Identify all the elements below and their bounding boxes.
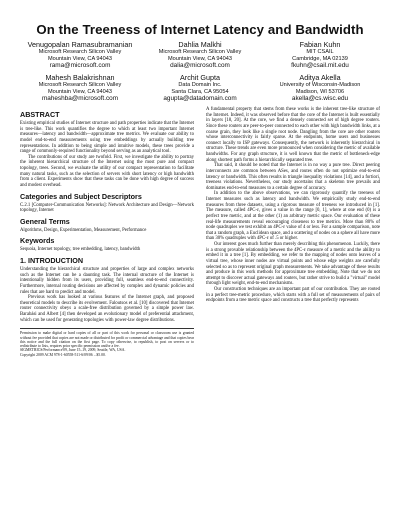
author-email: maheshba@microsoft.com	[41, 94, 119, 102]
author-email: akella@cs.wisc.edu	[291, 94, 349, 102]
keywords-text: Sequoia, Internet topology, tree embedding, latency, bandwidth	[20, 247, 141, 253]
copyright-line: Copyright 2009 ACM 978-1-60558-511-6/09/06 ...$5.00.	[20, 352, 106, 357]
author-affiliation: Microsoft Research Silicon Valley	[158, 49, 242, 56]
permission-notice: Permission to make digital or hard copies of all or part of this work for personal or classroom use is granted without fee provided that copies are not made or distributed for profit or commercial advantage and that copies bear this notice and the full citation on the first page. To copy otherwise, to republish, to post on servers or to redistribute to lists, requires prior specific permission and/or a fee.	[20, 331, 194, 349]
general-terms-text: Algorithms, Design, Experimentation, Measurement, Performance	[20, 227, 147, 233]
author-email: fkuhn@csail.mit.edu	[291, 61, 349, 69]
introduction-heading: 1. INTRODUCTION	[20, 256, 84, 265]
abstract-paragraph: The contributions of our study are twofold. First, we investigate the ability to portray the inherent hierarchical structure of the Internet using the most pure and compact topology, trees. Second, we evaluate the utility of our compact representation to facilitate many natural tasks, such as the selection of servers with short latency or high bandwidth from a client. Experiments show that these tasks can be done with high degree of success and modest overhead.	[20, 154, 194, 188]
author	[20, 74, 140, 102]
body-paragraph: That said, it should be noted that the Internet is in no way a pure tree. Direct peering interconnects are common between ASes, and routes often do not optimize end-to-end latency or bandwidth. This often results in triangle inequality violations [14], and a fortiori, treeness violations. Nevertheless, our study ascertains that a skeleton tree prevails and dominates end-to-end measures to a certain degree of accuracy.	[206, 163, 380, 191]
abstract-heading: ABSTRACT	[20, 110, 60, 119]
body-columns	[20, 107, 380, 357]
author-row-1	[20, 41, 380, 69]
author	[260, 41, 380, 69]
right-column	[206, 107, 380, 357]
author-name: Fabian Kuhn	[299, 40, 341, 49]
introduction-paragraph: Understanding the hierarchical structure and properties of large and complex networks such as the Internet can be a daunting task. The internal structure of the Internet is intentionally hidden from its users, providing full, seamless end-to-end connectivity. Furthermore, internal routing decisions are affected by complex and dynamic policies and rules that are hard to predict and model.	[20, 267, 194, 295]
conference-line: SIGMETRICS/Performance'09, June 15–19, 2009, Seattle, WA, USA.	[20, 348, 126, 353]
author-name: Aditya Akella	[299, 73, 341, 82]
body-paragraph: Our construction techniques are an important part of our contribution. They are rooted in a perfect tree-metric procedure, which starts with a full set of measurements of pairs of endpoints from a tree metric space and constructs a tree that perfectly represents	[206, 287, 380, 304]
author-affiliation: Microsoft Research Silicon Valley	[38, 82, 122, 89]
abstract-paragraph: Existing empirical studies of Internet structure and path properties indicate that the Internet is tree-like. This work quantifies the degree to which at least two important Internet measures—latency and bandwidth—approximate tree metrics. We evaluate our ability to model end-to-end measurements using tree embeddings by actually building tree representations. In addition to being simple and intuitive models, these trees provide a range of commonly-required functionality beyond serving as an analytical tool.	[20, 121, 194, 155]
left-column	[20, 107, 194, 357]
author-name: Mahesh Balakrishnan	[45, 73, 115, 82]
author-address: Madison, WI 53706	[295, 88, 345, 95]
author-name: Archit Gupta	[180, 73, 220, 82]
author-affiliation: MIT CSAIL	[306, 49, 334, 56]
paper-title: On the Treeness of Internet Latency and Bandwidth	[36, 22, 364, 37]
body-paragraph: A fundamental property that stems from these works is the inherent tree-like structure of the Internet. Indeed, it was observed before that the core of the Internet is built essentially in layers [18, 20]. At the core, we find a densely connected set of high degree routers. Since these routers are peer-to-peer connected to each other with high bandwidth links, at a coarse grain, they look like a single root node. Dangling from the core are other routers whose interconnectivity is fairly sparse. At the endpoints, home users and businesses connect locally to ISP gateways. Consequently, the network is inherently hierarchical in structure. These trends are even more pronounced when considering the metric of available bandwidths. For any graph structure, it is well known that the metric of bottleneck-edge along shortest path forms a hierarchically separated tree.	[206, 107, 380, 163]
copyright-footnote	[20, 328, 194, 357]
author-affiliation: Microsoft Research Silicon Valley	[38, 49, 122, 56]
author-address: Mountain View, CA 94043	[168, 55, 232, 62]
author-block	[20, 41, 380, 102]
author-email: dalia@microsoft.com	[170, 61, 230, 69]
author-name: Dahlia Malkhi	[178, 40, 222, 49]
general-terms-heading: General Terms	[20, 216, 70, 226]
body-paragraph: Our interest goes much further than merely describing this phenomenon. Luckily, there is a strong provable relationship between the 4PC-ε measure of a metric and the ability to embed it in a tree [1]. By embedding, we refer to the mapping of nodes onto leaves of a virtual tree, whose inner nodes are virtual points and whose edge weights are carefully selected so as to represent original graph measurements. We take advantage of these results and produce in this work methods for approximate tree embedding. Note that we do not attempt to discover actual gateways and routers, but rather strive to build a "virtual" model through light weight, end-to-end mechanisms.	[206, 242, 380, 287]
author-address: Cambridge, MA 02139	[292, 55, 348, 62]
author-email: agupta@datadomain.com	[163, 94, 237, 102]
author	[140, 41, 260, 69]
introduction-paragraph: Previous work has looked at various features of the Internet graph, and proposed theoretical models to describe its evolvement. Faloutsos et al. [10] discovered that Internet router connectivity obeys a scale-free distribution governed by a simple power law. Barabási and Albert [4] then developed an evolutionary model of preferential attachment, which can be used for generating topologies with power-law degree distributions.	[20, 295, 194, 323]
author-row-2	[20, 74, 380, 102]
author-email: rama@microsoft.com	[49, 61, 111, 69]
author	[20, 41, 140, 69]
author-affiliation: University of Wisconsin-Madison	[279, 82, 361, 89]
author-address: Mountain View, CA 94043	[48, 88, 112, 95]
author-affiliation: Data Domain Inc.	[178, 82, 222, 89]
author-address: Mountain View, CA 94043	[48, 55, 112, 62]
author-address: Santa Clara, CA 95054	[171, 88, 229, 95]
author-name: Venugopalan Ramasubramanian	[27, 40, 133, 49]
body-paragraph: In addition to the above observations, we can rigorously quantify the treeness of Internet measures such as latency and bandwidth. We empirically study end-to-end measures from three datasets, using a rigorous measure of treeness we introduced in [1]. The measure, called 4PC-ε, gives a value in the range [0, 1], where at one end (0) is a perfect tree metric, and at the other (1) an arbitrary metric space. Our evaluation of these real-life measurements reveal encouraging closeness to tree metrics. More than 80% of node quadruples we test exhibit an 4PC-ε value of 4 or less. For a sample comparison, note that a random graph, a Euclidean space, and a scattering of nodes on a sphere all have more than 30% quadruples with 4PC-ε of .5 or higher.	[206, 191, 380, 242]
author	[260, 74, 380, 102]
author	[140, 74, 260, 102]
categories-heading: Categories and Subject Descriptors	[20, 191, 142, 201]
categories-text: C.2.1 [Computer-Communication Networks]: Network Architecture and Design—Network topology, Internet	[20, 202, 194, 214]
keywords-heading: Keywords	[20, 236, 55, 246]
